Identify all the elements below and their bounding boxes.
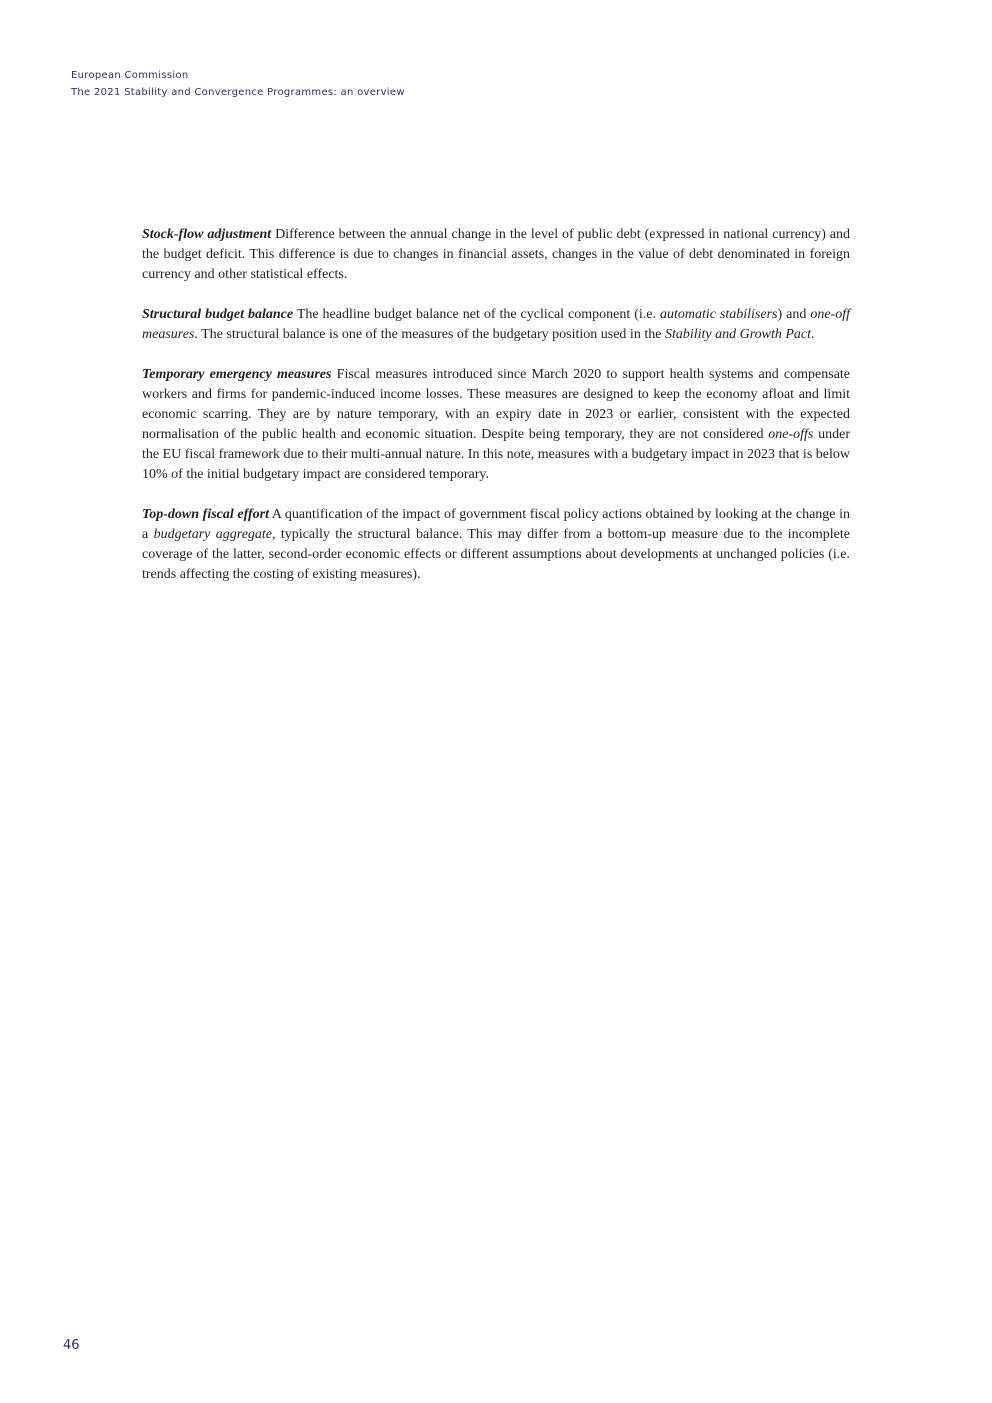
glossary-cross-reference: one-off measures [142, 307, 850, 342]
glossary-cross-reference: automatic stabilisers [659, 307, 778, 322]
glossary-definition: Fiscal measures introduced since March 2020 to support health systems and compensate workers and firms for pandemic-induced income losses. These measures are designed to keep the economy afloat and limit economic scarring. They are by nature temporary, with an expiry date in 2023 or earlier, consistent with the expected normalisation of the public health and economic situation. Despite being temporary, they are not considered [142, 367, 851, 442]
glossary-cross-reference: budgetary aggregate [153, 527, 273, 542]
glossary-term: Structural budget balance [142, 307, 294, 322]
glossary-content [142, 225, 850, 605]
glossary-definition: The headline budget balance net of the cyclical component (i.e. [293, 307, 660, 322]
glossary-term: Stock-flow adjustment [142, 227, 272, 242]
glossary-entry-stock-flow-adjustment [142, 225, 850, 285]
glossary-term: Top-down fiscal effort [142, 507, 270, 522]
glossary-definition: under the EU fiscal framework due to their multi-annual nature. In this note, measures with a budgetary impact in 2023 that is below 10% of the initial budgetary impact are considered temporary. [142, 427, 850, 482]
glossary-entry-temporary-emergency-measures [142, 365, 850, 485]
glossary-entry-structural-budget-balance [142, 305, 850, 345]
header-document-title: The 2021 Stability and Convergence Programmes: an overview [71, 87, 405, 98]
header-publisher: European Commission [71, 70, 189, 81]
glossary-definition: A quantification of the impact of government fiscal policy actions obtained by looking at the change in a [142, 507, 851, 542]
glossary-term: Temporary emergency measures [142, 367, 332, 382]
running-header [71, 67, 405, 101]
glossary-cross-reference: Stability and Growth Pact [664, 327, 812, 342]
glossary-definition: . [811, 327, 815, 342]
page-number: 46 [63, 1338, 80, 1353]
glossary-definition: , typically the structural balance. This may differ from a bottom-up measure due to the incomplete coverage of the latter, second-order economic effects or different assumptions about developments at unchanged policies (i.e. trends affecting the costing of existing measures). [142, 527, 850, 582]
glossary-definition: ) and [777, 307, 811, 322]
glossary-definition: Difference between the annual change in the level of public debt (expressed in national currency) and the budget deficit. This difference is due to changes in financial assets, changes in the value of debt denominated in foreign currency and other statistical effects. [142, 227, 850, 282]
glossary-definition: . The structural balance is one of the measures of the budgetary position used in the [194, 327, 665, 342]
glossary-entry-top-down-fiscal-effort [142, 505, 850, 585]
glossary-cross-reference: one-offs [768, 427, 814, 442]
